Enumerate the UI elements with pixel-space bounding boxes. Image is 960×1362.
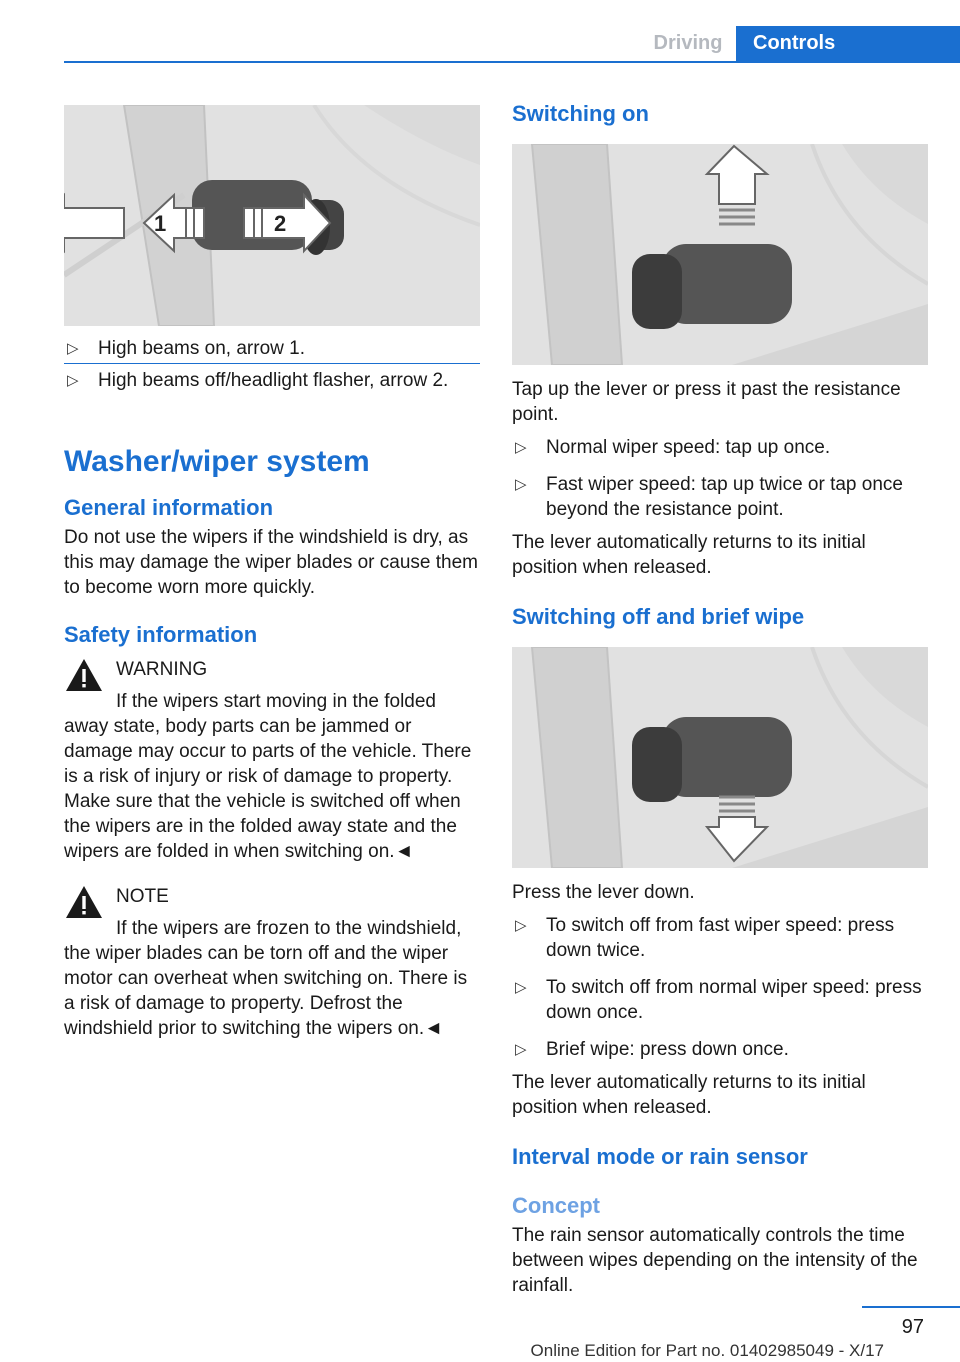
concept-text: The rain sensor automatically controls the time between wipes depending on the intensity of the rainfall. [512,1225,918,1296]
note-triangle-icon [64,884,104,920]
note-text-first-line: If the wipers are frozen to the windshield, [116,918,462,939]
warning-block [64,657,480,864]
arrow-1-label: 1 [154,211,167,236]
bullet-triangle-icon: ▷ [67,340,79,357]
right-column [512,100,928,1298]
bullet-triangle-icon: ▷ [515,979,527,996]
bullet-triangle-icon: ▷ [67,372,79,389]
switching-on-text: Tap up the lever or press it past the resistance point. [512,379,901,425]
switching-off-after-text: The lever automatically returns to its initial position when released. [512,1072,866,1118]
switching-on-after-text: The lever automatically returns to its initial position when released. [512,532,866,578]
switching-off-figure [512,647,928,868]
note-text: the wiper blades can be torn off and the wiper motor can overheat when switching on. There is a risk of damage to property. Defrost the windshield prior to switching the wipers on.◄ [64,943,468,1039]
concept-heading: Concept [512,1193,600,1218]
list-item: ▷ Brief wipe: press down once. [515,1039,789,1060]
warning-label: WARNING [116,659,208,680]
page-number: 97 [901,1316,924,1338]
high-beam-list [64,336,480,398]
high-beam-lever-illustration [64,105,480,326]
lever-up-illustration [512,144,928,365]
bullet-triangle-icon: ▷ [515,439,527,456]
warning-text: away state, body parts can be jammed or damage may occur to parts of the vehicle. There is a risk of injury or risk of damage to property. Make sure that the vehicle is switched off when the wipers are in the folded away state and the wipers are folded in when switching on.◄ [64,716,472,862]
general-information-text: Do not use the wipers if the windshield is dry, as this may damage the wiper blades or cause them to become worn more quickly. [64,527,478,598]
list-item: ▷ Normal wiper speed: tap up once. [515,437,831,458]
switching-off-list [512,913,928,1066]
note-label: NOTE [116,886,169,907]
header-section-tab: Driving [653,32,723,54]
switching-on-list [512,435,928,526]
switching-on-figure [512,144,928,365]
list-item: ▷ Fast wiper speed: tap up twice or tap once beyond the resistance point. [515,474,903,520]
bullet-triangle-icon: ▷ [515,1041,527,1058]
header-chapter-tab: Controls [736,26,960,61]
arrow-2-label: 2 [274,211,287,236]
bullet-triangle-icon: ▷ [515,917,527,934]
switching-off-heading: Switching off and brief wipe [512,604,805,629]
lever-down-illustration [512,647,928,868]
warning-triangle-icon [64,657,104,693]
left-column [64,105,480,1041]
warning-text-first-line: If the wipers start moving in the folded [116,691,436,712]
safety-information-heading: Safety information [64,622,258,647]
high-beam-lever-figure [64,105,480,326]
washer-wiper-heading: Washer/wiper system [64,445,370,478]
note-block [64,884,480,1041]
list-item: ▷ To switch off from fast wiper speed: press down twice. [515,915,895,961]
bullet-triangle-icon: ▷ [515,476,527,493]
header-rule [64,61,960,63]
footer-rule [862,1306,960,1308]
switching-off-text: Press the lever down. [512,882,695,903]
list-item: ▷ To switch off from normal wiper speed: press down once. [515,977,922,1023]
switching-on-heading: Switching on [512,101,649,126]
edition-footer: Online Edition for Part no. 01402985049 - X/17 [530,1341,884,1360]
list-item: ▷ High beams on, arrow 1. [64,336,480,366]
general-information-heading: General information [64,495,274,520]
interval-mode-heading: Interval mode or rain sensor [512,1144,808,1169]
list-item: ▷ High beams off/headlight flasher, arrow 2. [67,370,449,391]
